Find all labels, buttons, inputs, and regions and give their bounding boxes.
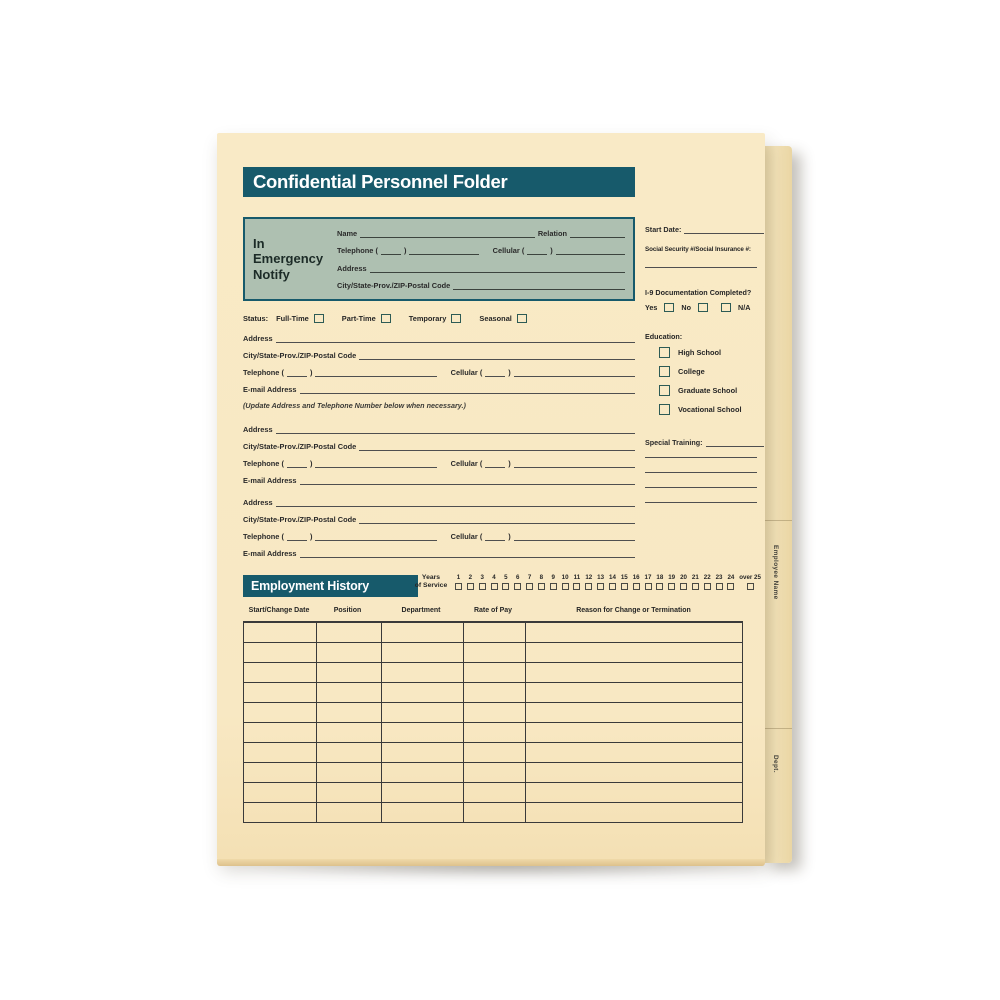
ssn-blank: [645, 266, 757, 268]
checkbox: [680, 583, 687, 590]
phone-row: [243, 367, 635, 377]
city-label: City/State-Prov./ZIP-Postal Code: [243, 515, 357, 524]
cell-department: [381, 803, 463, 822]
cell-start-change-date: [244, 643, 316, 662]
year-option: [585, 574, 592, 590]
checkbox: [659, 404, 670, 415]
emergency-city-row: [337, 280, 625, 290]
education-option: [659, 385, 769, 396]
ssn-label: Social Security #/Social Insurance #:: [645, 246, 751, 253]
edge-tab-employee-name: Employee Name: [772, 545, 779, 600]
checkbox: [633, 583, 640, 590]
email-label: E-mail Address: [243, 476, 297, 485]
checkbox: [747, 583, 754, 590]
year-number: 12: [585, 574, 593, 581]
checkbox: [585, 583, 592, 590]
cell-reason: [525, 703, 742, 722]
year-option: [716, 574, 723, 590]
year-option: [479, 574, 486, 590]
year-option: [502, 574, 509, 590]
checkbox: [491, 583, 498, 590]
cell-position: [316, 643, 381, 662]
year-option: [633, 574, 640, 590]
start-date-blank: [684, 232, 764, 234]
cell-reason: [525, 783, 742, 802]
i9-options-row: [645, 303, 750, 312]
column-header-reason: Reason for Change or Termination: [576, 607, 691, 614]
phone-row: [243, 458, 635, 468]
city-blank: [359, 358, 635, 360]
cell-rate-of-pay: [463, 683, 525, 702]
edge-tab-dept: Dept.: [772, 755, 779, 773]
folder-front-panel: [217, 133, 765, 860]
table-row: [244, 662, 742, 682]
year-number: 18: [656, 574, 664, 581]
address-label: Address: [243, 334, 273, 343]
table-row: [244, 742, 742, 762]
cellular-close-paren: ): [508, 368, 511, 377]
special-training-line: [645, 486, 757, 488]
email-blank: [300, 556, 635, 558]
year-number: 10: [561, 574, 569, 581]
checkbox: [562, 583, 569, 590]
cell-reason: [525, 743, 742, 762]
employment-history-table: [243, 621, 743, 823]
column-header-rate-of-pay: Rate of Pay: [473, 607, 513, 614]
address-row: [243, 497, 635, 507]
telephone-blank: [315, 466, 436, 468]
year-number: 4: [492, 574, 496, 581]
cell-reason: [525, 763, 742, 782]
update-note: (Update Address and Telephone Number below when necessary.): [243, 401, 466, 410]
emergency-address-row: [337, 263, 625, 273]
emergency-notify-box: [243, 217, 635, 301]
cell-rate-of-pay: [463, 703, 525, 722]
telephone-label: Telephone (: [243, 459, 284, 468]
cell-start-change-date: [244, 783, 316, 802]
email-label: E-mail Address: [243, 385, 297, 394]
cell-reason: [525, 803, 742, 822]
year-option: [597, 574, 604, 590]
cellular-area-blank: [527, 253, 547, 255]
checkbox: [721, 303, 731, 312]
cell-reason: [525, 623, 742, 642]
checkbox: [656, 583, 663, 590]
telephone-label: Telephone (: [243, 368, 284, 377]
cell-rate-of-pay: [463, 743, 525, 762]
checkbox: [698, 303, 708, 312]
checkbox: [381, 314, 391, 323]
start-date-row: [645, 224, 764, 234]
cell-rate-of-pay: [463, 783, 525, 802]
education-option: [659, 366, 769, 377]
checkbox: [479, 583, 486, 590]
cell-position: [316, 623, 381, 642]
year-option: [704, 574, 711, 590]
checkbox: [659, 385, 670, 396]
cell-department: [381, 783, 463, 802]
cell-start-change-date: [244, 803, 316, 822]
checkbox: [467, 583, 474, 590]
i9-na-label: N/A: [738, 303, 751, 312]
telephone-close-paren: ): [309, 368, 313, 377]
checkbox: [502, 583, 509, 590]
status-option-label: Seasonal: [479, 314, 512, 323]
special-training-blank: [706, 445, 764, 447]
status-options: [276, 314, 527, 323]
i9-no-label: No: [681, 303, 691, 312]
checkbox: [645, 583, 652, 590]
education-option: [659, 347, 769, 358]
checkbox: [573, 583, 580, 590]
table-row: [244, 762, 742, 782]
telephone-blank: [409, 253, 478, 255]
emergency-heading: [253, 224, 333, 294]
column-header-start-change-date: Start/Change Date: [248, 607, 310, 614]
checkbox: [704, 583, 711, 590]
column-header-position: Position: [333, 607, 362, 614]
cell-rate-of-pay: [463, 723, 525, 742]
telephone-label: Telephone (: [243, 532, 284, 541]
cell-position: [316, 743, 381, 762]
address-block-update-2: [243, 497, 635, 558]
year-number: 22: [703, 574, 711, 581]
years-label-line2: of Service: [414, 582, 448, 590]
relation-blank: [570, 236, 625, 238]
telephone-close-paren: ): [309, 532, 313, 541]
special-training-line: [645, 471, 757, 473]
status-label: Status:: [243, 314, 269, 323]
address-blank: [276, 341, 635, 343]
table-row: [244, 802, 742, 822]
title-bar: [243, 167, 635, 197]
address-label: Address: [243, 498, 273, 507]
city-row: [243, 350, 635, 360]
year-option: [514, 574, 521, 590]
cellular-close-paren: ): [508, 532, 511, 541]
cellular-blank: [556, 253, 625, 255]
telephone-blank: [315, 539, 436, 541]
address-row: [243, 424, 635, 434]
i9-label: I-9 Documentation Completed?: [645, 288, 752, 297]
education-label: Education:: [645, 332, 683, 341]
cell-reason: [525, 723, 742, 742]
cell-department: [381, 723, 463, 742]
year-option: [467, 574, 474, 590]
year-number: 8: [539, 574, 544, 581]
year-option: [727, 574, 734, 590]
cell-start-change-date: [244, 663, 316, 682]
year-number: 2: [468, 574, 473, 581]
email-blank: [300, 392, 635, 394]
emergency-fields: [333, 224, 625, 294]
year-option: [609, 574, 616, 590]
cell-department: [381, 703, 463, 722]
emergency-heading-line2: Notify: [253, 266, 290, 282]
city-row: [243, 441, 635, 451]
city-row: [243, 514, 635, 524]
year-number: 15: [620, 574, 628, 581]
cell-department: [381, 663, 463, 682]
address-row: [243, 333, 635, 343]
cellular-close-paren: ): [550, 246, 553, 256]
checkbox: [659, 347, 670, 358]
checkbox: [609, 583, 616, 590]
education-option-label: College: [678, 367, 705, 376]
telephone-blank: [315, 375, 436, 377]
name-blank: [360, 236, 535, 238]
education-option: [659, 404, 769, 415]
cellular-blank: [514, 466, 635, 468]
years-label-line1: Years: [421, 574, 441, 581]
relation-label: Relation: [537, 228, 567, 238]
address-label: Address: [243, 425, 273, 434]
checkbox: [597, 583, 604, 590]
status-option-label: Full-Time: [276, 314, 309, 323]
address-label: Address: [337, 263, 367, 273]
table-row: [244, 622, 742, 642]
year-option: [562, 574, 569, 590]
cell-position: [316, 683, 381, 702]
cell-position: [316, 803, 381, 822]
i9-yes-label: Yes: [645, 303, 658, 312]
email-row: [243, 548, 635, 558]
year-number: over 25: [739, 574, 761, 581]
year-option: [491, 574, 498, 590]
year-number: 23: [715, 574, 723, 581]
special-training-line: [645, 501, 757, 503]
year-option: [573, 574, 580, 590]
cell-start-change-date: [244, 623, 316, 642]
email-row: [243, 475, 635, 485]
cellular-close-paren: ): [508, 459, 511, 468]
flap-crease-top: [763, 520, 792, 521]
year-number: 6: [515, 574, 520, 581]
checkbox: [659, 366, 670, 377]
cell-start-change-date: [244, 723, 316, 742]
cellular-label: Cellular (: [492, 246, 525, 256]
cell-position: [316, 663, 381, 682]
table-row: [244, 782, 742, 802]
checkbox: [550, 583, 557, 590]
years-of-service-checkboxes: [455, 574, 761, 590]
cell-rate-of-pay: [463, 763, 525, 782]
telephone-close-paren: ): [309, 459, 313, 468]
cellular-label: Cellular (: [450, 368, 483, 377]
year-option: [739, 574, 761, 590]
city-blank: [453, 288, 625, 290]
employment-history-title: Employment History: [251, 579, 369, 593]
email-row: [243, 384, 635, 394]
years-of-service-label: [410, 574, 452, 591]
emergency-phone-row: [337, 245, 625, 255]
year-number: 19: [668, 574, 676, 581]
cell-department: [381, 683, 463, 702]
year-option: [692, 574, 699, 590]
status-option-label: Part-Time: [341, 314, 376, 323]
emergency-name-row: [337, 228, 625, 238]
year-number: 1: [456, 574, 461, 581]
telephone-label: Telephone (: [337, 246, 378, 256]
address-blank: [276, 505, 635, 507]
telephone-close-paren: ): [403, 246, 407, 256]
year-number: 17: [644, 574, 652, 581]
year-option: [645, 574, 652, 590]
address-block-update-1: [243, 424, 635, 485]
year-number: 21: [691, 574, 699, 581]
telephone-area-blank: [287, 539, 307, 541]
year-option: [668, 574, 675, 590]
year-number: 16: [632, 574, 640, 581]
telephone-area-blank: [287, 466, 307, 468]
checkbox: [621, 583, 628, 590]
column-header-department: Department: [401, 607, 441, 614]
cellular-label: Cellular (: [450, 532, 483, 541]
cell-reason: [525, 643, 742, 662]
cellular-blank: [514, 375, 635, 377]
checkbox: [716, 583, 723, 590]
cellular-area-blank: [485, 539, 505, 541]
year-option: [550, 574, 557, 590]
cell-start-change-date: [244, 683, 316, 702]
cell-position: [316, 783, 381, 802]
cell-rate-of-pay: [463, 663, 525, 682]
address-blank: [370, 271, 625, 273]
start-date-label: Start Date:: [645, 225, 682, 234]
table-row: [244, 642, 742, 662]
city-label: City/State-Prov./ZIP-Postal Code: [243, 351, 357, 360]
cell-start-change-date: [244, 703, 316, 722]
checkbox: [526, 583, 533, 590]
education-options: [659, 347, 769, 415]
checkbox: [668, 583, 675, 590]
status-option: [276, 314, 324, 323]
year-option: [538, 574, 545, 590]
email-blank: [300, 483, 635, 485]
city-label: City/State-Prov./ZIP-Postal Code: [243, 442, 357, 451]
checkbox: [692, 583, 699, 590]
education-option-label: High School: [678, 348, 722, 357]
cell-start-change-date: [244, 743, 316, 762]
name-label: Name: [337, 228, 358, 238]
year-number: 13: [597, 574, 605, 581]
phone-row: [243, 531, 635, 541]
cell-department: [381, 623, 463, 642]
special-training-row: [645, 437, 764, 447]
cell-department: [381, 743, 463, 762]
city-blank: [359, 449, 635, 451]
employment-history-bar: [243, 575, 418, 597]
folder-title: Confidential Personnel Folder: [253, 171, 508, 192]
year-option: [526, 574, 533, 590]
year-number: 24: [727, 574, 735, 581]
city-blank: [359, 522, 635, 524]
telephone-area-blank: [287, 375, 307, 377]
status-option-label: Temporary: [408, 314, 447, 323]
checkbox: [727, 583, 734, 590]
year-number: 20: [680, 574, 687, 581]
year-number: 5: [504, 574, 508, 581]
status-option: [409, 314, 462, 323]
telephone-area-blank: [381, 253, 401, 255]
email-label: E-mail Address: [243, 549, 297, 558]
year-option: [680, 574, 687, 590]
address-blank: [276, 432, 635, 434]
cell-department: [381, 763, 463, 782]
year-number: 11: [573, 574, 581, 581]
flap-crease-bottom: [763, 728, 792, 729]
checkbox: [538, 583, 545, 590]
status-option: [342, 314, 391, 323]
checkbox: [455, 583, 462, 590]
special-training-label: Special Training:: [645, 438, 703, 447]
table-row: [244, 702, 742, 722]
checkbox: [664, 303, 674, 312]
cell-reason: [525, 663, 742, 682]
cellular-blank: [514, 539, 635, 541]
cell-position: [316, 763, 381, 782]
cell-department: [381, 643, 463, 662]
checkbox: [451, 314, 461, 323]
folder-back-flap: [763, 146, 792, 863]
checkbox: [517, 314, 527, 323]
cellular-area-blank: [485, 375, 505, 377]
table-row: [244, 682, 742, 702]
year-option: [656, 574, 663, 590]
cell-reason: [525, 683, 742, 702]
year-option: [455, 574, 462, 590]
address-block-current: [243, 333, 635, 394]
checkbox: [514, 583, 521, 590]
cell-rate-of-pay: [463, 803, 525, 822]
cell-start-change-date: [244, 763, 316, 782]
city-label: City/State-Prov./ZIP-Postal Code: [337, 281, 451, 291]
status-row: [243, 314, 635, 323]
cell-position: [316, 723, 381, 742]
checkbox: [314, 314, 324, 323]
cellular-label: Cellular (: [450, 459, 483, 468]
cell-rate-of-pay: [463, 623, 525, 642]
year-option: [621, 574, 628, 590]
year-number: 9: [551, 574, 555, 581]
year-number: 7: [527, 574, 532, 581]
emergency-heading-line1: In Emergency: [253, 235, 324, 267]
year-number: 14: [609, 574, 616, 581]
cell-position: [316, 703, 381, 722]
education-option-label: Vocational School: [678, 405, 742, 414]
education-option-label: Graduate School: [678, 386, 738, 395]
special-training-line: [645, 456, 757, 458]
cellular-area-blank: [485, 466, 505, 468]
table-row: [244, 722, 742, 742]
year-number: 3: [480, 574, 484, 581]
status-option: [479, 314, 526, 323]
cell-rate-of-pay: [463, 643, 525, 662]
